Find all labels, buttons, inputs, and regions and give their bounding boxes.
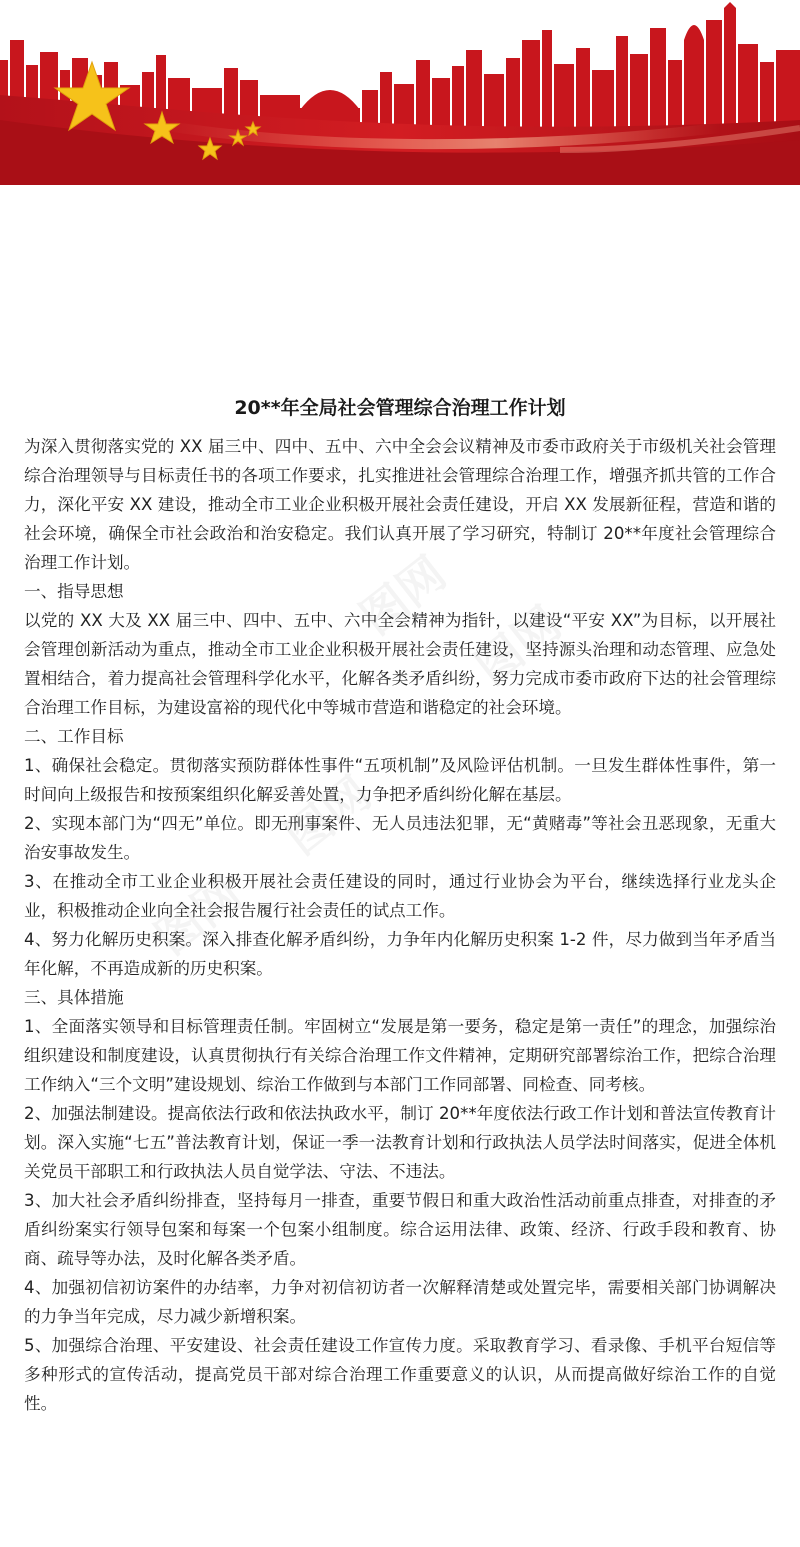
measure-item: 1、全面落实领导和目标管理责任制。牢固树立“发展是第一要务，稳定是第一责任”的理念，加强综治组织建设和制度建设，认真贯彻执行有关综合治理工作文件精神，定期研究部署综治工作，把综合治理工作纳入“三个文明”建设规划、综治工作做到与本部门工作同部署、同检查、同考核。 <box>24 1017 776 1094</box>
work-goal-item: 4、努力化解历史积案。深入排查化解矛盾纠纷，力争年内化解历史积案 1-2 件，尽力做到当年矛盾当年化解，不再造成新的历史积案。 <box>24 930 776 978</box>
work-goal-item: 2、实现本部门为“四无”单位。即无刑事案件、无人员违法犯罪，无“黄赌毒”等社会丑恶现象，无重大治安事故发生。 <box>24 814 776 862</box>
document-body <box>24 432 776 1418</box>
intro-paragraph: 为深入贯彻落实党的 XX 届三中、四中、五中、六中全会会议精神及市委市政府关于市级机关社会管理综合治理领导与目标责任书的各项工作要求，扎实推进社会管理综合治理工作，增强齐抓共管的工作合力，深化平安 XX 建设，推动全市工业企业积极开展社会责任建设，开启 XX 发展新征程，营造和谐的社会环境，确保全市社会政治和治安稳定。我们认真开展了学习研究，特制订 20**年度社会管理综合治理工作计划。 <box>24 437 776 572</box>
work-goal-item: 1、确保社会稳定。贯彻落实预防群体性事件“五项机制”及风险评估机制。一旦发生群体性事件，第一时间向上级报告和按预案组织化解妥善处置，力争把矛盾纠纷化解在基层。 <box>24 756 776 804</box>
guiding-ideology-paragraph: 以党的 XX 大及 XX 届三中、四中、五中、六中全会精神为指针，以建设“平安 XX”为目标，以开展社会管理创新活动为重点，推动全市工业企业积极开展社会责任建设，坚持源头治理和动态管理、应急处置相结合，着力提高社会管理科学化水平，化解各类矛盾纠纷，努力完成市委市政府下达的社会管理综合治理工作目标，为建设富裕的现代化中等城市营造和谐稳定的社会环境。 <box>24 611 776 717</box>
measure-item: 5、加强综合治理、平安建设、社会责任建设工作宣传力度。采取教育学习、看录像、手机平台短信等多种形式的宣传活动，提高党员干部对综合治理工作重要意义的认识，从而提高做好综治工作的自觉性。 <box>24 1336 776 1413</box>
section-heading-specific-measures: 三、具体措施 <box>24 988 124 1007</box>
work-goal-item: 3、在推动全市工业企业积极开展社会责任建设的同时，通过行业协会为平台，继续选择行业龙头企业，积极推动企业向全社会报告履行社会责任的试点工作。 <box>24 872 776 920</box>
header-banner <box>0 0 800 185</box>
section-heading-work-goals: 二、工作目标 <box>24 727 124 746</box>
section-heading-guiding-ideology: 一、指导思想 <box>24 582 124 601</box>
measure-item: 3、加大社会矛盾纠纷排查，坚持每月一排查，重要节假日和重大政治性活动前重点排查，对排查的矛盾纠纷案实行领导包案和每案一个包案小组制度。综合运用法律、政策、经济、行政手段和教育、协商、疏导等办法，及时化解各类矛盾。 <box>24 1191 776 1268</box>
measure-item: 2、加强法制建设。提高依法行政和依法执政水平，制订 20**年度依法行政工作计划和普法宣传教育计划。深入实施“七五”普法教育计划，保证一季一法教育计划和行政执法人员学法时间落实，促进全体机关党员干部职工和行政执法人员自觉学法、守法、不违法。 <box>24 1104 776 1181</box>
measure-item: 4、加强初信初访案件的办结率，力争对初信初访者一次解释清楚或处置完毕，需要相关部门协调解决的力争当年完成，尽力减少新增积案。 <box>24 1278 776 1326</box>
document-title: 20**年全局社会管理综合治理工作计划 <box>234 397 566 419</box>
